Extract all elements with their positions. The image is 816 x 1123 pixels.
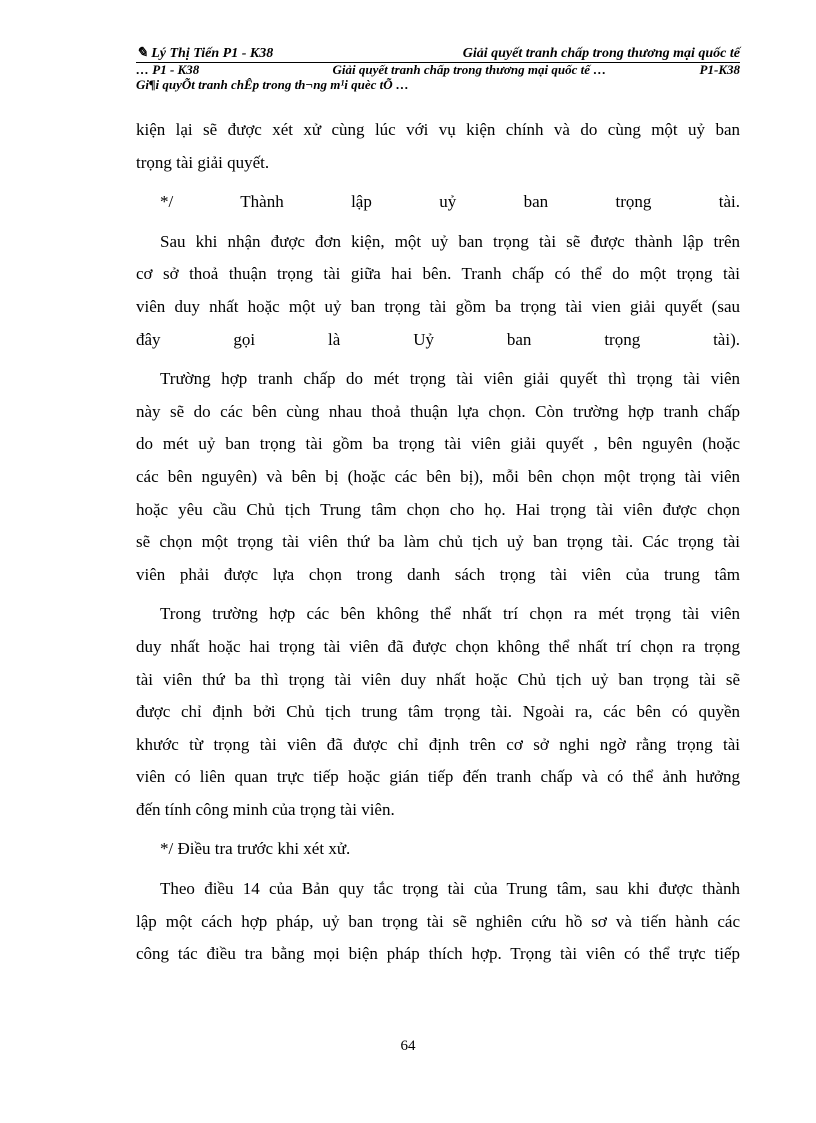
section-heading-pre-trial-investigation [136, 833, 740, 866]
text-line: */ Thành lập uỷ ban trọng tài. [160, 192, 740, 212]
text-line: do mét uỷ ban trọng tài gồm ba trọng tài viên giải quyết , bên nguyên (hoặc [136, 434, 740, 454]
text-line: đến tính công minh của trọng tài viên. [136, 799, 395, 819]
document-body [136, 114, 740, 971]
text-line: được chỉ định bởi Chủ tịch trung tâm trọng tài. Ngoài ra, các bên có quyền [136, 702, 740, 722]
header-line-3 [136, 77, 740, 93]
header-class-code-repeat: P1-K38 [699, 62, 740, 77]
header-line-2 [136, 63, 740, 77]
text-line: */ Điều tra trước khi xét xử. [160, 839, 351, 859]
header-garbled-title: Gi¶i quyÕt tranh chÊp trong th¬ng m¹i quèc tÕ … [136, 77, 409, 92]
paragraph-7 [136, 873, 740, 971]
text-line: Trong trường hợp các bên không thể nhất trí chọn ra mét trọng tài viên [160, 604, 740, 624]
text-line: Theo điều 14 của Bản quy tắc trọng tài của Trung tâm, sau khi được thành [160, 879, 740, 899]
text-line: cơ sở thoả thuận trọng tài giữa hai bên. Tranh chấp có thể do một trọng tài [136, 264, 740, 284]
running-header [136, 46, 740, 93]
text-line: lập một cách hợp pháp, uỷ ban trọng tài sẽ nghiên cứu hồ sơ và tiến hành các [136, 911, 740, 931]
text-line: khước từ trọng tài viên đã được chỉ định trên cơ sở nghi ngờ rằng trọng tài [136, 734, 740, 754]
header-title-repeat: Giải quyết tranh chấp trong thương mại quốc tế … [332, 62, 607, 77]
header-class-code: … P1 - K38 [136, 62, 200, 77]
text-line: duy nhất hoặc hai trọng tài viên đã được chọn không thể nhất trí chọn ra trọng [136, 636, 740, 656]
section-heading-arbitration-panel [136, 186, 740, 219]
text-line: này sẽ do các bên cùng nhau thoả thuận lựa chọn. Còn trường hợp tranh chấp [136, 401, 740, 421]
text-line: Trường hợp tranh chấp do mét trọng tài viên giải quyết thì trọng tài viên [160, 369, 740, 389]
header-title: Giải quyết tranh chấp trong thương mại quốc tế [462, 46, 740, 61]
text-line: Sau khi nhận được đơn kiện, một uỷ ban trọng tài sẽ được thành lập trên [160, 231, 740, 251]
text-line: tài viên thứ ba thì trọng tài viên duy nhất hoặc Chủ tịch uỷ ban trọng tài sẽ [136, 669, 740, 689]
text-line: sẽ chọn một trọng tài viên thứ ba làm chủ tịch uỷ ban trọng tài. Các trọng tài [136, 532, 740, 552]
text-line: trọng tài giải quyết. [136, 152, 270, 172]
text-line: đây gọi là Uỷ ban trọng tài). [136, 329, 740, 349]
paragraph-5 [136, 598, 740, 826]
text-line: viên có liên quan trực tiếp hoặc gián tiếp đến tranh chấp và có thể ảnh hưởng [136, 767, 740, 787]
text-line: kiện lại sẽ được xét xử cùng lúc với vụ kiện chính và do cùng một uỷ ban [136, 120, 740, 139]
header-author: ✎ Lý Thị Tiến P1 - K38 [136, 46, 274, 61]
text-line: các bên nguyên) và bên bị (hoặc các bên bị), mỗi bên chọn một trọng tài viên [136, 466, 740, 486]
paragraph-3 [136, 226, 740, 356]
text-line: công tác điều tra bằng mọi biện pháp thích hợp. Trọng tài viên có thể trực tiếp [136, 944, 740, 964]
text-line: viên duy nhất hoặc một uỷ ban trọng tài gồm ba trọng tài vien giải quyết (sau [136, 296, 740, 316]
text-line: viên phải được lựa chọn trong danh sách trọng tài viên của trung tâm [136, 564, 740, 584]
page-number: 64 [400, 1038, 416, 1054]
header-line-1 [136, 46, 740, 63]
paragraph-4 [136, 363, 740, 591]
text-line: hoặc yêu cầu Chủ tịch Trung tâm chọn cho họ. Hai trọng tài viên được chọn [136, 499, 740, 519]
paragraph-1 [136, 114, 740, 179]
